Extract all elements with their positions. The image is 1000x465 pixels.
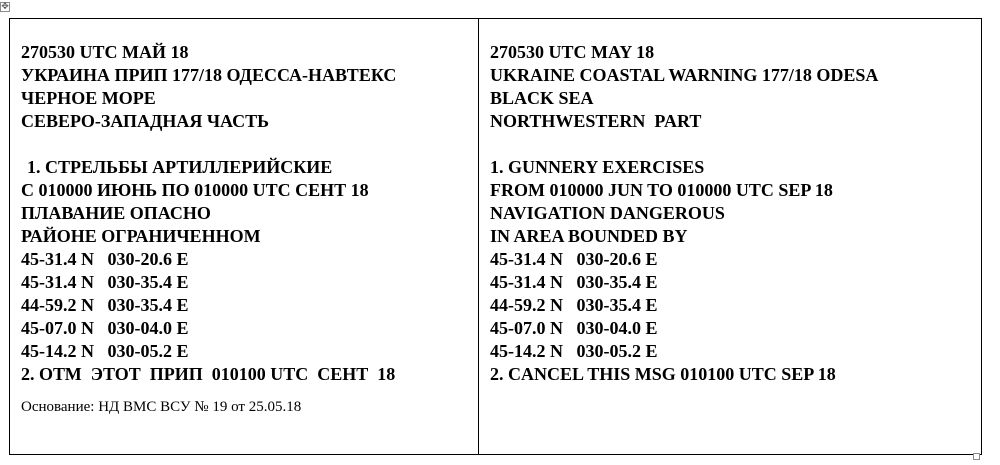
ru-area-line: РАЙОНЕ ОГРАНИЧЕННОМ [21, 226, 261, 246]
navigational-warning-table [9, 18, 982, 455]
ru-part-line: СЕВЕРО-ЗАПАДНАЯ ЧАСТЬ [21, 111, 270, 131]
english-warning-text [479, 19, 981, 386]
ru-datetime-line: 270530 UTC МАЙ 18 [21, 42, 189, 62]
blank-line [490, 133, 981, 156]
ru-exercise-line: 1. СТРЕЛЬБЫ АРТИЛЛЕРИЙСКИЕ [27, 157, 333, 177]
ru-navigation-line: ПЛАВАНИЕ ОПАСНО [21, 203, 211, 223]
russian-warning-text [10, 19, 478, 416]
russian-text-cell[interactable] [10, 19, 479, 455]
en-part-line: NORTHWESTERN PART [490, 111, 702, 131]
table-resize-handle-icon[interactable] [973, 453, 980, 460]
ru-sea-line: ЧЕРНОЕ МОРЕ [21, 88, 156, 108]
en-coordinate-line: 45-31.4 N 030-20.6 E [490, 249, 658, 269]
table-row [10, 19, 982, 455]
en-datetime-line: 270530 UTC MAY 18 [490, 42, 655, 62]
en-coordinate-line: 45-07.0 N 030-04.0 E [490, 318, 658, 338]
ru-warning-number-line: УКРАИНА ПРИП 177/18 ОДЕССА-НАВТЕКС [21, 65, 397, 85]
ru-cancel-line: 2. ОТМ ЭТОТ ПРИП 010100 UTC СЕНТ 18 [21, 364, 396, 384]
en-navigation-line: NAVIGATION DANGEROUS [490, 203, 725, 223]
ru-coordinate-line: 45-07.0 N 030-04.0 E [21, 318, 189, 338]
en-coordinate-line: 44-59.2 N 030-35.4 E [490, 295, 658, 315]
en-coordinate-line: 45-14.2 N 030-05.2 E [490, 341, 658, 361]
table-move-handle-icon[interactable]: ✥ [1, 2, 9, 12]
ru-period-line: С 010000 ИЮНЬ ПО 010000 UTC СЕНТ 18 [21, 180, 369, 200]
ru-basis-note: Основание: НД ВМС ВСУ № 19 от 25.05.18 [21, 399, 302, 415]
en-warning-number-line: UKRAINE COASTAL WARNING 177/18 ODESA [490, 65, 879, 85]
en-cancel-line: 2. CANCEL THIS MSG 010100 UTC SEP 18 [490, 364, 836, 384]
en-area-line: IN AREA BOUNDED BY [490, 226, 688, 246]
ru-coordinate-line: 45-31.4 N 030-20.6 E [21, 249, 189, 269]
en-period-line: FROM 010000 JUN TO 010000 UTC SEP 18 [490, 180, 833, 200]
english-text-cell[interactable] [479, 19, 982, 455]
ru-coordinate-line: 45-31.4 N 030-35.4 E [21, 272, 189, 292]
en-sea-line: BLACK SEA [490, 88, 594, 108]
ru-coordinate-line: 45-14.2 N 030-05.2 E [21, 341, 189, 361]
blank-line [21, 133, 478, 156]
ru-coordinate-line: 44-59.2 N 030-35.4 E [21, 295, 189, 315]
en-exercise-line: 1. GUNNERY EXERCISES [490, 157, 705, 177]
en-coordinate-line: 45-31.4 N 030-35.4 E [490, 272, 658, 292]
